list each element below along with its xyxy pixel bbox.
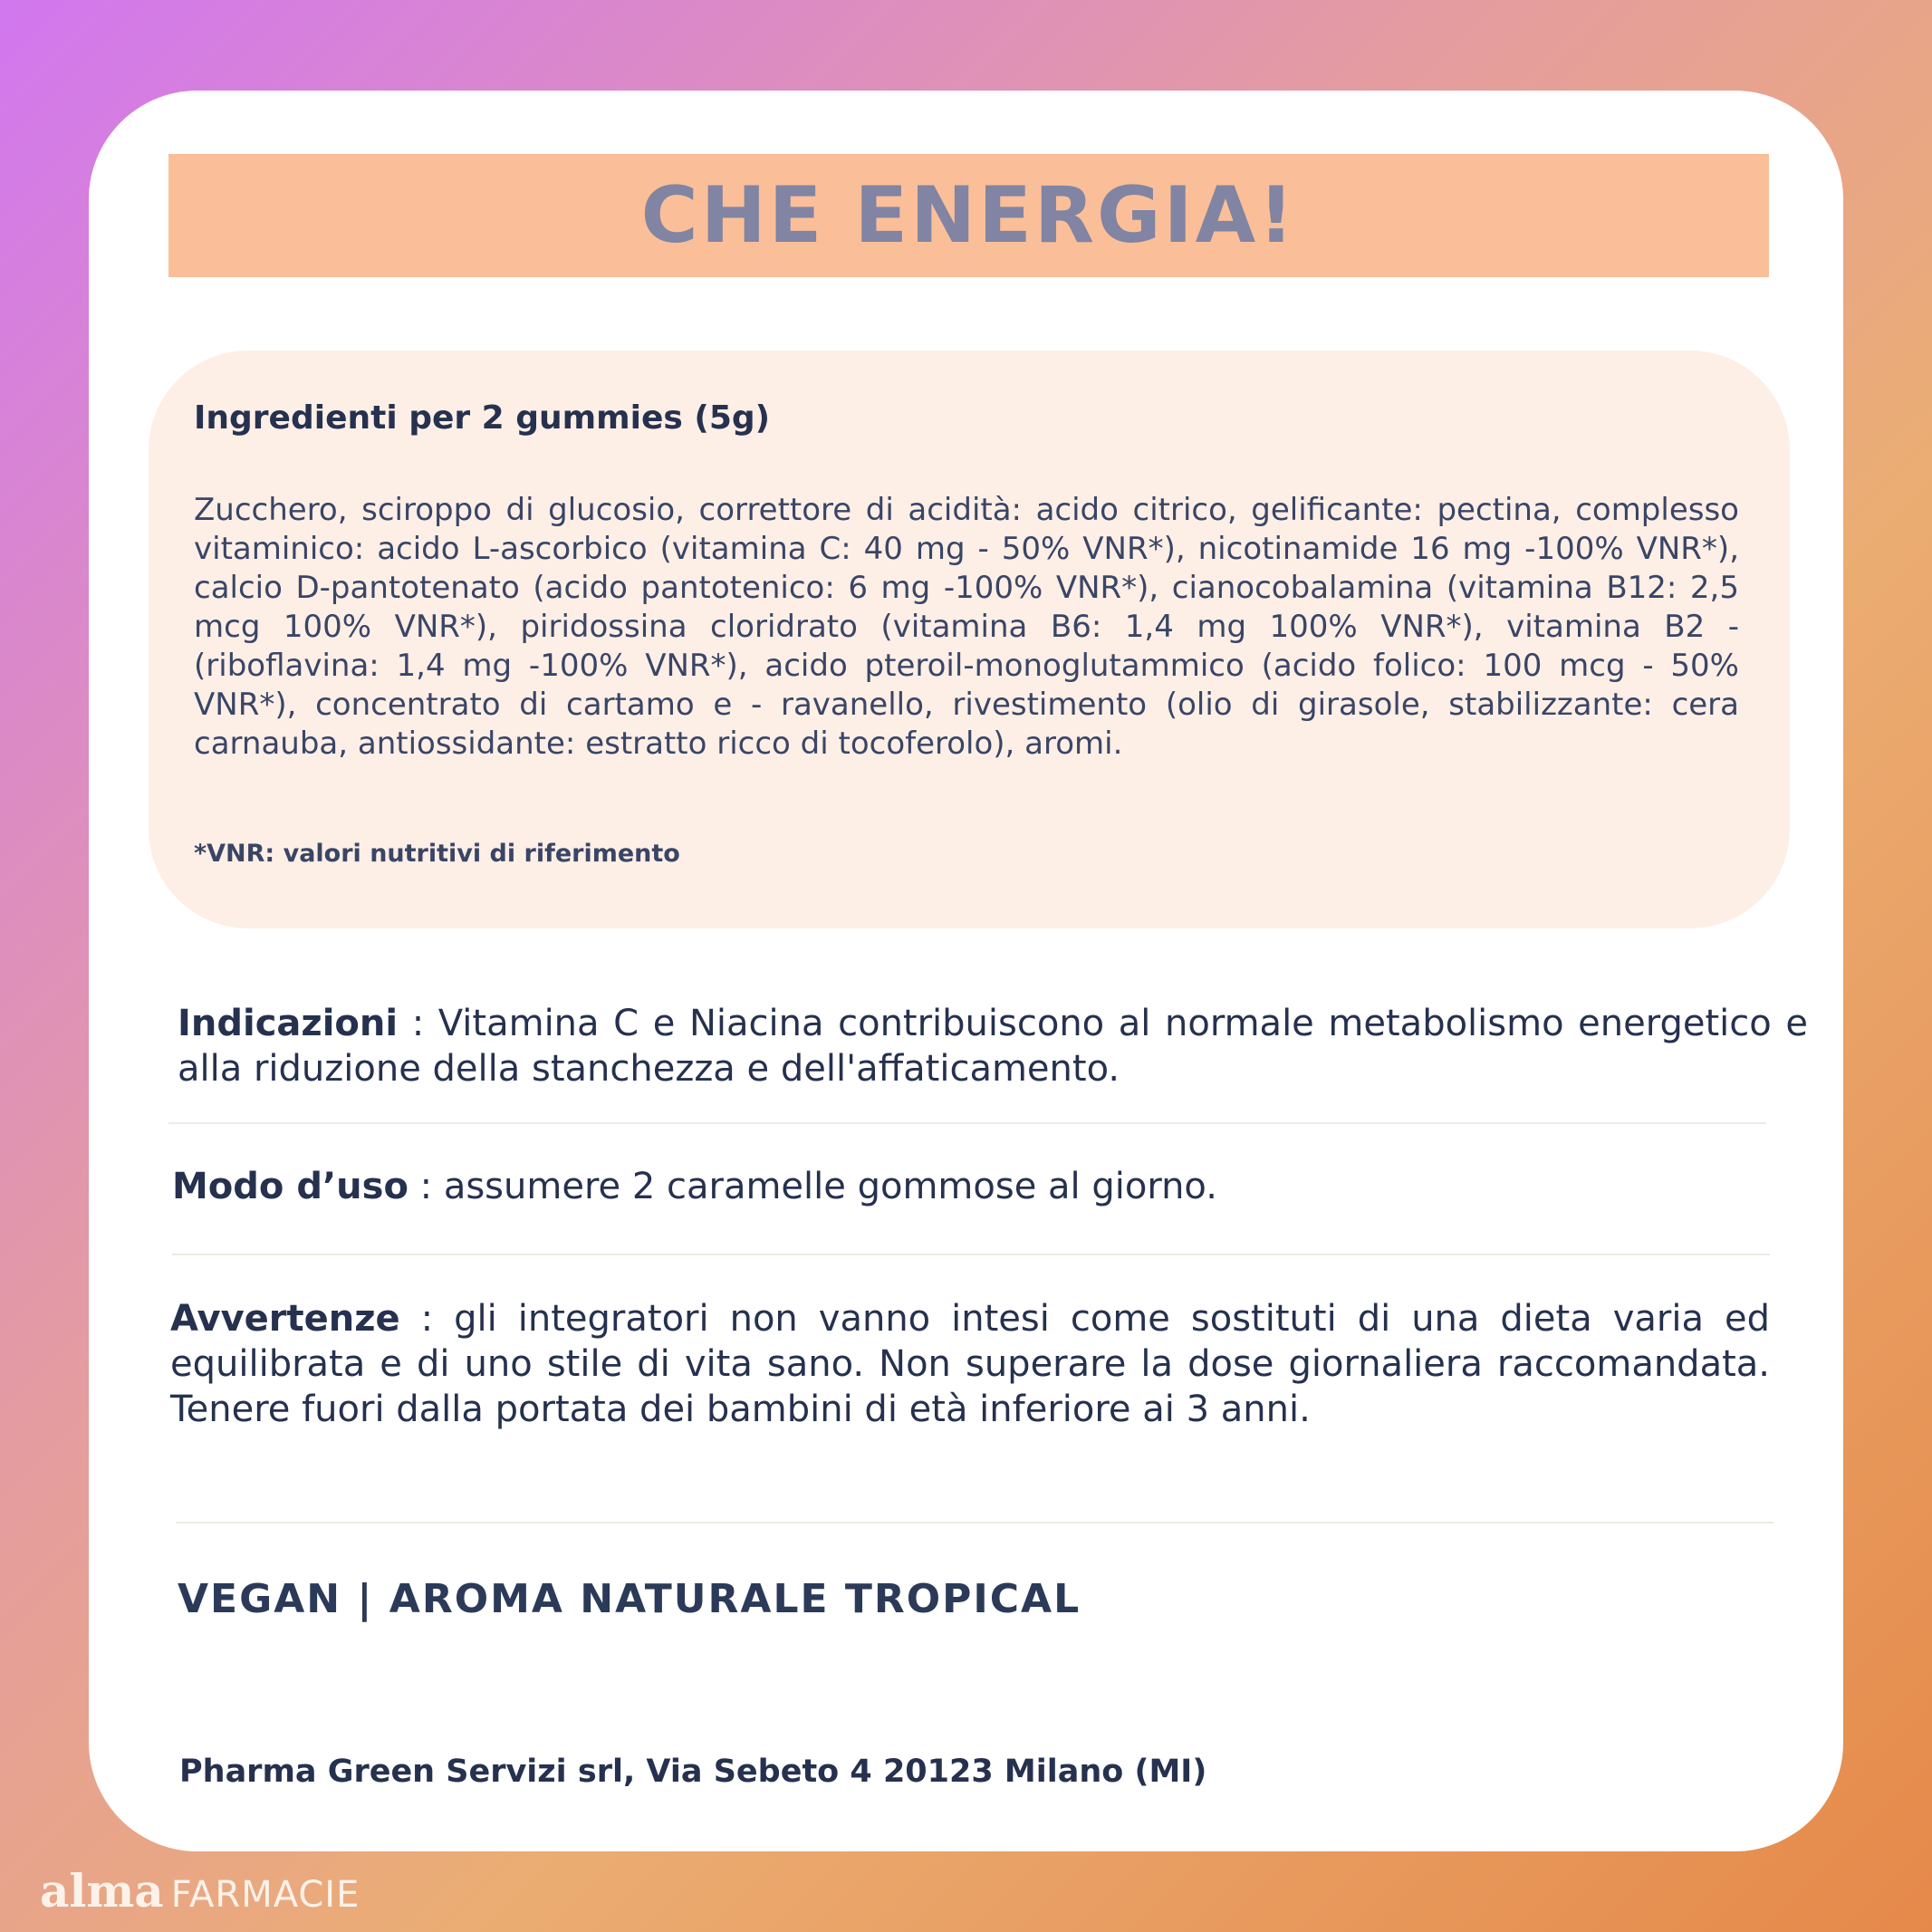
title-banner [168,154,1769,277]
ingredients-panel [149,351,1790,928]
divider [176,1522,1773,1523]
indicazioni-label: Indicazioni [178,1003,399,1044]
avvertenze-section [170,1296,1770,1432]
company-address: Pharma Green Servizi srl, Via Sebeto 4 20123 Milano (MI) [179,1754,1207,1790]
vnr-footnote: *VNR: valori nutritivi di riferimento [194,840,680,868]
indicazioni-section [178,1001,1808,1091]
indicazioni-text: : Vitamina C e Niacina contribuiscono al normale metabolismo energetico e alla riduzione della stanchezza e dell'affaticamento. [178,1003,1808,1090]
alma-farmacie-logo [40,1864,360,1918]
page-title: CHE ENERGIA! [640,170,1297,261]
info-card [89,91,1843,1851]
ingredients-text: Zucchero, sciroppo di glucosio, correttore di acidità: acido citrico, gelificante: pectina, complesso vitaminico: acido L-ascorbico (vitamina C: 40 mg - 50% VNR*), nicotinamide 16 mg -100% VNR*), calcio D-pantotenato (acido pantotenico: 6 mg -100% VNR*), cianocobalamina (vitamina B12: 2,5 mcg 100% VNR*), piridossina cloridrato (vitamina B6: 1,4 mg 100% VNR*), vitamina B2 -(riboflavina: 1,4 mg -100% VNR*), acido pteroil-monoglutammico (acido folico: 100 mcg - 50% VNR*), concentrato di cartamo e - ravanello, rivestimento (olio di girasole, stabilizzante: cera carnauba, antiossidante: estratto ricco di tocoferolo), aromi. [194,492,1739,762]
logo-brand: alma [40,1864,164,1918]
avvertenze-label: Avvertenze [170,1298,400,1340]
modo-uso-label: Modo d’uso [172,1166,409,1207]
avvertenze-text: : gli integratori non vanno intesi come sostituti di una dieta varia ed equilibrata e di uno stile di vita sano. Non superare la dose giornaliera raccomandata. Tenere fuori dalla portata dei bambini di età inferiore ai 3 anni. [170,1298,1770,1430]
divider [168,1122,1766,1124]
modo-uso-section [172,1164,1773,1209]
product-tagline: VEGAN | AROMA NATURALE TROPICAL [178,1576,1081,1622]
divider [172,1254,1770,1255]
modo-uso-text: : assumere 2 caramelle gommose al giorno. [408,1166,1217,1207]
ingredients-title: Ingredienti per 2 gummies (5g) [194,399,771,437]
logo-suffix: FARMACIE [170,1874,360,1916]
